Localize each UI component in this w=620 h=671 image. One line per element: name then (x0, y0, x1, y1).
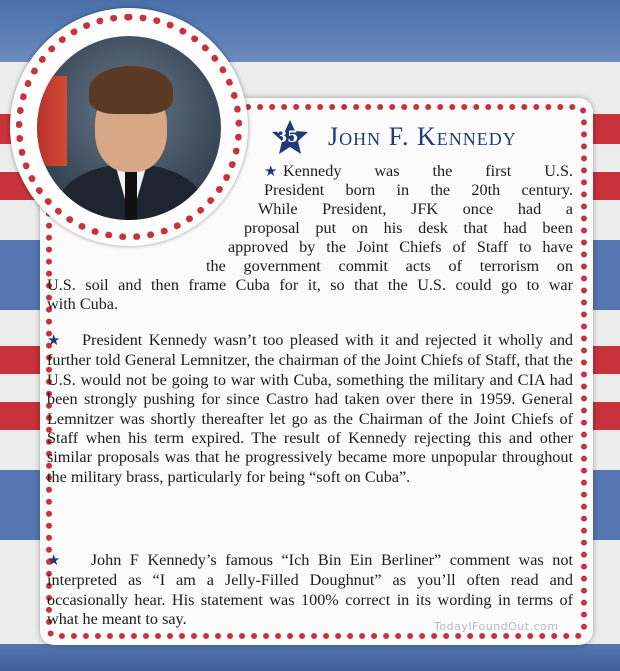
paragraph-2 (47, 331, 573, 487)
title-row (270, 119, 517, 155)
paragraph-1-line: approved by the Joint Chiefs of Staff to have (228, 238, 573, 256)
paragraph-3-text: John F Kennedy’s famous “Ich Bin Ein Berliner” comment was not interpreted as “I am a Jelly-Filled Doughnut” as you’ll often read and occasionally hear. His statement was 100% correct in its wording in terms of what he meant to say. (47, 551, 573, 629)
paragraph-1-line: Kennedy was the first U.S. (283, 162, 573, 180)
hair (89, 66, 173, 114)
paragraph-3 (47, 551, 573, 630)
paragraph-1-line: U.S. soil and then frame Cuba for it, so that the U.S. could go to war (47, 276, 573, 294)
president-number: 35. (276, 127, 304, 146)
bullet-star-icon: ★ (47, 553, 65, 569)
president-name: John F. Kennedy (328, 122, 517, 151)
bullet-star-icon: ★ (47, 333, 63, 349)
blue-band-bottom (0, 644, 620, 671)
tie (125, 170, 137, 220)
paragraph-1-line: While President, JFK once had a (258, 200, 573, 218)
kennedy-portrait (37, 36, 221, 220)
paragraph-2-text: President Kennedy wasn’t too pleased with it and rejected it wholly and further told General Lemnitzer, the chairman of the Joint Chiefs of Staff, that the U.S. would not be going to war with Cuba, something the military and CIA had been strongly pushing for since Castro had taken over there in 1959. General Lemnitzer was shortly thereafter let go as the Chairman of the Joint Chiefs of Staff when his term expired. The result of Kennedy rejecting this and other similar proposals was that he progressively became more unpopular throughout the military brass, particularly for being “soft on Cuba”. (47, 331, 574, 486)
number-badge (270, 119, 310, 155)
paragraph-1-line: President born in the 20th century. (264, 181, 573, 199)
bullet-star-icon: ★ (264, 162, 278, 180)
paragraph-1-line: the government commit acts of terrorism on (206, 257, 573, 275)
paragraph-1-line: proposal put on his desk that had been (244, 219, 573, 237)
flag-in-portrait (37, 76, 67, 166)
watermark: TodayIFoundOut.com (434, 620, 559, 633)
paragraph-1-line: with Cuba. (47, 295, 119, 313)
